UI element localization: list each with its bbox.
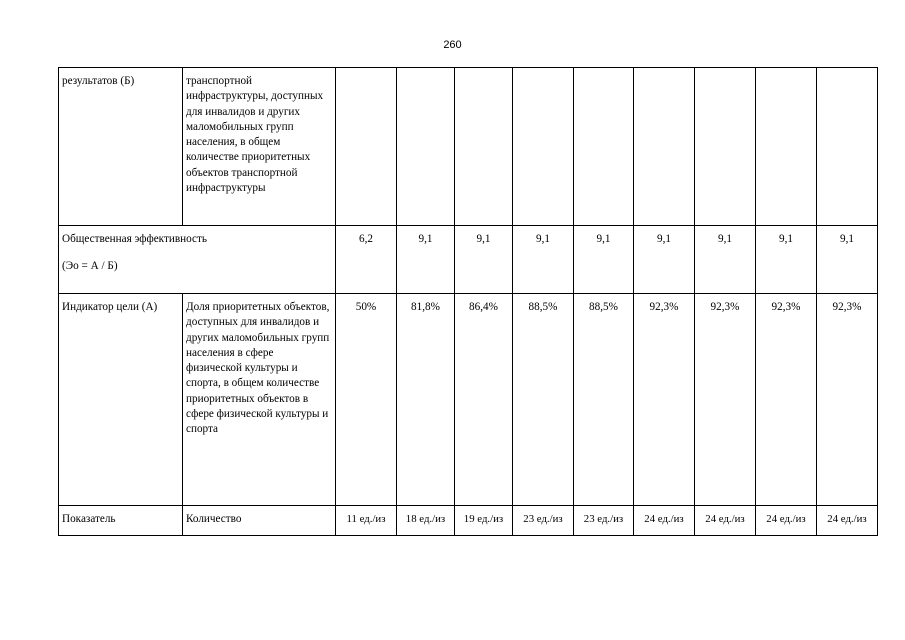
metric-value-cell: 18 ед./из	[397, 506, 455, 536]
indicator-value-cell: 81,8%	[397, 294, 455, 506]
indicator-value-cell: 88,5%	[574, 294, 634, 506]
indicator-value-cell: 92,3%	[634, 294, 695, 506]
efficiency-value-cell: 9,1	[455, 226, 513, 294]
metric-value-cell: 24 ед./из	[756, 506, 817, 536]
efficiency-value-cell: 6,2	[336, 226, 397, 294]
table-row-indicator	[59, 294, 878, 506]
results-label-cell: результатов (Б)	[59, 68, 183, 226]
results-value-cell	[455, 68, 513, 226]
table-row-metric	[59, 506, 878, 536]
metric-description-cell: Количество	[183, 506, 336, 536]
metric-value-cell: 23 ед./из	[513, 506, 574, 536]
indicator-description-cell: Доля приоритетных объектов, доступных для инвалидов и других маломобильных групп населения в сфере физической культуры и спорта, в общем количестве приоритетных объектов в сфере физической культуры и спорта	[183, 294, 336, 506]
results-value-cell	[574, 68, 634, 226]
metric-value-cell: 19 ед./из	[455, 506, 513, 536]
efficiency-label: Общественная эффективность	[62, 233, 207, 245]
efficiency-formula: (Эо = А / Б)	[62, 260, 118, 273]
indicators-table	[58, 67, 878, 536]
metric-value-cell: 24 ед./из	[634, 506, 695, 536]
efficiency-value-cell: 9,1	[574, 226, 634, 294]
results-value-cell	[397, 68, 455, 226]
table-row-results	[59, 68, 878, 226]
table-row-efficiency	[59, 226, 878, 294]
indicator-value-cell: 88,5%	[513, 294, 574, 506]
results-value-cell	[336, 68, 397, 226]
metric-value-cell: 11 ед./из	[336, 506, 397, 536]
efficiency-label-cell	[59, 226, 336, 294]
results-value-cell	[513, 68, 574, 226]
efficiency-value-cell: 9,1	[513, 226, 574, 294]
metric-value-cell: 24 ед./из	[817, 506, 878, 536]
efficiency-value-cell: 9,1	[397, 226, 455, 294]
efficiency-value-cell: 9,1	[817, 226, 878, 294]
results-value-cell	[756, 68, 817, 226]
indicator-value-cell: 50%	[336, 294, 397, 506]
indicator-value-cell: 92,3%	[756, 294, 817, 506]
metric-value-cell: 24 ед./из	[695, 506, 756, 536]
efficiency-value-cell: 9,1	[756, 226, 817, 294]
results-description-cell: транспортной инфраструктуры, доступных для инвалидов и других маломобильных групп населения, в общем количестве приоритетных объектов транспортной инфраструктуры	[183, 68, 336, 226]
page-number: 260	[443, 39, 462, 51]
metric-value-cell: 23 ед./из	[574, 506, 634, 536]
indicator-value-cell: 86,4%	[455, 294, 513, 506]
results-value-cell	[634, 68, 695, 226]
metric-label-cell: Показатель	[59, 506, 183, 536]
indicator-value-cell: 92,3%	[695, 294, 756, 506]
efficiency-value-cell: 9,1	[695, 226, 756, 294]
indicator-label-cell: Индикатор цели (А)	[59, 294, 183, 506]
indicator-value-cell: 92,3%	[817, 294, 878, 506]
results-value-cell	[817, 68, 878, 226]
efficiency-value-cell: 9,1	[634, 226, 695, 294]
results-value-cell	[695, 68, 756, 226]
